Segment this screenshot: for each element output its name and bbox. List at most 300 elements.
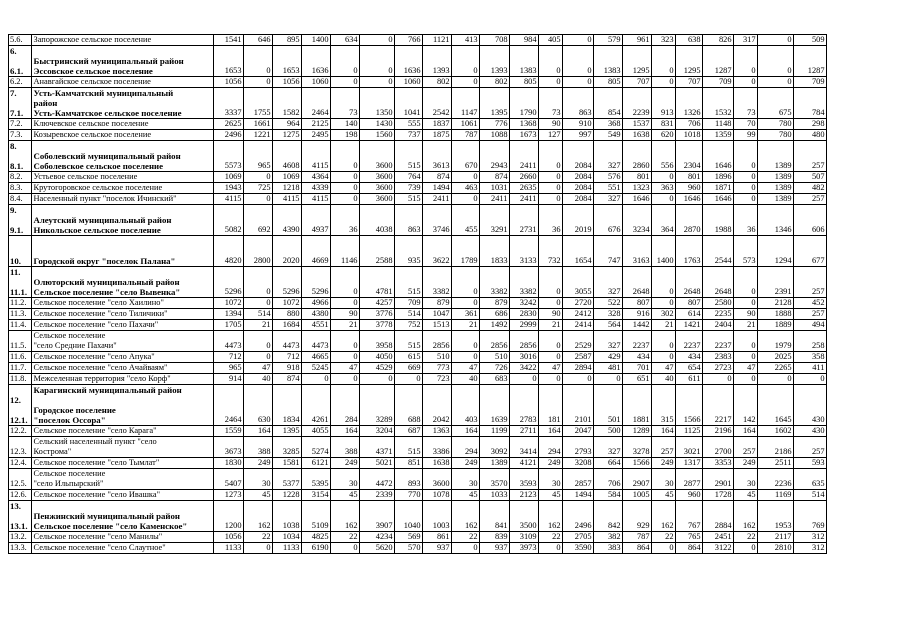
settlement-name-cell: Устьевое сельское поселение — [32, 172, 214, 183]
value-cell: 312 — [794, 532, 827, 543]
value-cell: 514 — [395, 309, 423, 320]
value-cell: 3285 — [273, 437, 302, 458]
value-cell: 555 — [395, 119, 423, 130]
value-cell: 2648 — [623, 267, 652, 298]
row-number-cell: 6.2. — [9, 77, 32, 88]
value-cell: 769 — [794, 501, 827, 532]
value-cell: 1582 — [273, 88, 302, 119]
value-cell: 1056 — [273, 77, 302, 88]
value-cell: 780 — [758, 130, 794, 141]
table-row — [9, 205, 827, 236]
value-cell: 4529 — [360, 363, 395, 374]
value-cell: 2700 — [703, 437, 734, 458]
value-cell: 707 — [676, 77, 703, 88]
value-cell: 960 — [676, 490, 703, 501]
settlement-name-cell: Козыревское сельское поселение — [32, 130, 214, 141]
value-cell: 2391 — [758, 267, 794, 298]
value-cell: 3600 — [360, 172, 395, 183]
value-cell: 0 — [539, 543, 563, 554]
table-row — [9, 194, 827, 205]
value-cell: 0 — [331, 194, 360, 205]
row-number-cell: 12. 12.1. — [9, 385, 32, 426]
value-cell: 6190 — [302, 543, 331, 554]
value-cell: 1147 — [452, 88, 480, 119]
value-cell: 1133 — [214, 543, 244, 554]
value-cell: 723 — [423, 374, 452, 385]
table-row — [9, 363, 827, 374]
value-cell: 5573 — [214, 141, 244, 172]
settlement-name-cell: Сельское поселение "село Апука" — [32, 352, 214, 363]
value-cell: 2236 — [758, 469, 794, 490]
value-cell: 1317 — [676, 458, 703, 469]
value-cell: 4115 — [273, 194, 302, 205]
value-cell: 1383 — [594, 46, 623, 77]
value-cell: 747 — [594, 236, 623, 267]
value-cell: 284 — [331, 385, 360, 426]
table-row — [9, 458, 827, 469]
value-cell: 3016 — [510, 352, 539, 363]
value-cell: 1228 — [273, 490, 302, 501]
row-number-cell: 8.4. — [9, 194, 32, 205]
value-cell: 1323 — [623, 183, 652, 194]
value-cell: 1875 — [423, 130, 452, 141]
value-cell: 2731 — [510, 205, 539, 236]
value-cell: 162 — [331, 501, 360, 532]
value-cell: 3613 — [423, 141, 452, 172]
value-cell: 2711 — [510, 426, 539, 437]
value-cell: 2511 — [758, 458, 794, 469]
value-cell: 294 — [539, 437, 563, 458]
value-cell: 0 — [360, 35, 395, 46]
value-cell: 863 — [395, 205, 423, 236]
value-cell: 5109 — [302, 501, 331, 532]
row-number-cell: 7.3. — [9, 130, 32, 141]
value-cell: 0 — [734, 172, 758, 183]
value-cell: 430 — [794, 426, 827, 437]
value-cell: 164 — [331, 426, 360, 437]
row-number-cell: 9. 9.1. — [9, 205, 32, 236]
value-cell: 515 — [395, 194, 423, 205]
value-cell: 914 — [214, 374, 244, 385]
value-cell: 1350 — [360, 88, 395, 119]
value-cell: 4261 — [302, 385, 331, 426]
value-cell: 576 — [594, 172, 623, 183]
value-cell: 327 — [594, 194, 623, 205]
value-cell: 725 — [244, 183, 273, 194]
value-cell: 688 — [395, 385, 423, 426]
value-cell: 707 — [623, 77, 652, 88]
table-row — [9, 309, 827, 320]
value-cell: 515 — [395, 141, 423, 172]
value-cell: 0 — [331, 46, 360, 77]
value-cell: 1038 — [273, 501, 302, 532]
value-cell: 90 — [734, 309, 758, 320]
value-cell: 1494 — [563, 490, 594, 501]
value-cell: 2235 — [703, 309, 734, 320]
value-cell: 515 — [395, 437, 423, 458]
value-cell: 3673 — [214, 437, 244, 458]
value-cell: 514 — [244, 309, 273, 320]
value-cell: 2884 — [703, 501, 734, 532]
value-cell: 2870 — [676, 205, 703, 236]
row-number-cell: 11.3. — [9, 309, 32, 320]
value-cell: 3776 — [360, 309, 395, 320]
value-cell: 1056 — [214, 532, 244, 543]
value-cell: 2810 — [758, 543, 794, 554]
value-cell: 3414 — [510, 437, 539, 458]
value-cell: 0 — [244, 77, 273, 88]
value-cell: 507 — [794, 172, 827, 183]
settlement-name-cell: Крутогоровское сельское поселение — [32, 183, 214, 194]
value-cell: 1295 — [623, 46, 652, 77]
value-cell: 198 — [331, 130, 360, 141]
value-cell: 45 — [244, 490, 273, 501]
value-cell: 142 — [734, 385, 758, 426]
value-cell: 1395 — [480, 88, 510, 119]
settlement-name-cell: Олюторский муниципальный район Сельское поселение "село Вывенка" — [32, 267, 214, 298]
value-cell: 1537 — [623, 119, 652, 130]
table-row — [9, 298, 827, 309]
value-cell: 1047 — [423, 309, 452, 320]
value-cell: 767 — [676, 501, 703, 532]
value-cell: 841 — [480, 501, 510, 532]
value-cell: 918 — [273, 363, 302, 374]
value-cell: 2856 — [510, 331, 539, 352]
value-cell: 2414 — [563, 320, 594, 331]
row-number-cell: 11.5. — [9, 331, 32, 352]
value-cell: 2239 — [623, 88, 652, 119]
value-cell: 929 — [623, 501, 652, 532]
value-cell: 764 — [395, 172, 423, 183]
value-cell: 0 — [331, 298, 360, 309]
value-cell: 4608 — [273, 141, 302, 172]
value-cell: 4390 — [273, 205, 302, 236]
value-cell: 388 — [244, 437, 273, 458]
value-cell: 1833 — [480, 236, 510, 267]
value-cell: 383 — [594, 543, 623, 554]
value-cell: 73 — [539, 88, 563, 119]
value-cell: 0 — [758, 77, 794, 88]
value-cell: 635 — [794, 469, 827, 490]
value-cell: 2635 — [510, 183, 539, 194]
settlement-name-cell: Сельское поселение "село Карага" — [32, 426, 214, 437]
value-cell: 937 — [423, 543, 452, 554]
value-cell: 1684 — [273, 320, 302, 331]
table-row — [9, 130, 827, 141]
value-cell: 2580 — [703, 298, 734, 309]
value-cell: 0 — [244, 352, 273, 363]
value-cell: 2544 — [703, 236, 734, 267]
value-cell: 328 — [594, 309, 623, 320]
value-cell: 1638 — [423, 458, 452, 469]
table-row — [9, 77, 827, 88]
value-cell: 0 — [734, 374, 758, 385]
value-cell: 646 — [244, 35, 273, 46]
value-cell: 549 — [594, 130, 623, 141]
row-number-cell: 11.2. — [9, 298, 32, 309]
value-cell: 0 — [331, 267, 360, 298]
row-number-cell: 13.3. — [9, 543, 32, 554]
settlement-name-cell: Городской округ "поселок Палана" — [32, 236, 214, 267]
row-number-cell: 8.3. — [9, 183, 32, 194]
value-cell: 522 — [594, 298, 623, 309]
value-cell: 47 — [734, 363, 758, 374]
value-cell: 2860 — [623, 141, 652, 172]
table-row — [9, 331, 827, 352]
value-cell: 0 — [452, 172, 480, 183]
settlement-name-cell: Сельское поселение "село Пахачи" — [32, 320, 214, 331]
value-cell: 480 — [794, 130, 827, 141]
value-cell: 0 — [563, 46, 594, 77]
settlement-name-cell: Межселенная территория "село Корф" — [32, 374, 214, 385]
value-cell: 801 — [676, 172, 703, 183]
value-cell: 249 — [331, 458, 360, 469]
value-cell: 1389 — [758, 183, 794, 194]
value-cell: 257 — [794, 194, 827, 205]
value-cell: 257 — [794, 141, 827, 172]
table-row — [9, 183, 827, 194]
value-cell: 40 — [452, 374, 480, 385]
value-cell: 1430 — [360, 119, 395, 130]
value-cell: 1400 — [652, 236, 676, 267]
value-cell: 739 — [395, 183, 423, 194]
value-cell: 30 — [652, 469, 676, 490]
value-cell: 2648 — [676, 267, 703, 298]
value-cell: 5021 — [360, 458, 395, 469]
settlement-name-cell: Сельский населенный пункт "село Кострома" — [32, 437, 214, 458]
value-cell: 0 — [244, 331, 273, 352]
value-cell: 1394 — [214, 309, 244, 320]
value-cell: 164 — [652, 426, 676, 437]
value-cell: 1275 — [273, 130, 302, 141]
settlement-name-cell: Сельское поселение "село Тымлат" — [32, 458, 214, 469]
value-cell: 3204 — [360, 426, 395, 437]
value-cell: 787 — [452, 130, 480, 141]
value-cell: 127 — [539, 130, 563, 141]
table-row — [9, 236, 827, 267]
value-cell: 2901 — [703, 469, 734, 490]
row-number-cell: 10. — [9, 236, 32, 267]
value-cell: 403 — [452, 385, 480, 426]
settlement-name-cell: Пенжинский муниципальный район Сельское поселение "село Каменское" — [32, 501, 214, 532]
value-cell: 0 — [331, 543, 360, 554]
value-cell: 3337 — [214, 88, 244, 119]
value-cell: 22 — [452, 532, 480, 543]
value-cell: 1566 — [676, 385, 703, 426]
value-cell: 709 — [794, 77, 827, 88]
table-row — [9, 172, 827, 183]
value-cell: 4473 — [214, 331, 244, 352]
value-cell: 90 — [331, 309, 360, 320]
value-cell: 249 — [452, 458, 480, 469]
value-cell: 4825 — [302, 532, 331, 543]
value-cell: 5407 — [214, 469, 244, 490]
value-cell: 669 — [395, 363, 423, 374]
value-cell: 514 — [794, 490, 827, 501]
value-cell: 2084 — [563, 172, 594, 183]
value-cell: 0 — [652, 267, 676, 298]
value-cell: 0 — [794, 374, 827, 385]
value-cell: 3570 — [480, 469, 510, 490]
value-cell: 0 — [758, 46, 794, 77]
value-cell: 573 — [734, 236, 758, 267]
value-cell: 1069 — [214, 172, 244, 183]
value-cell: 73 — [331, 88, 360, 119]
value-cell: 708 — [480, 35, 510, 46]
value-cell: 584 — [594, 490, 623, 501]
value-cell: 620 — [652, 130, 676, 141]
value-cell: 1943 — [214, 183, 244, 194]
value-cell: 0 — [452, 331, 480, 352]
value-cell: 2304 — [676, 141, 703, 172]
settlement-name-cell: Ключевское сельское поселение — [32, 119, 214, 130]
value-cell: 4121 — [510, 458, 539, 469]
value-cell: 2907 — [623, 469, 652, 490]
row-number-cell: 11.8. — [9, 374, 32, 385]
value-cell: 2587 — [563, 352, 594, 363]
row-number-cell: 13. 13.1. — [9, 501, 32, 532]
value-cell: 1294 — [758, 236, 794, 267]
value-cell: 961 — [623, 35, 652, 46]
value-cell: 0 — [244, 543, 273, 554]
value-cell: 1560 — [360, 130, 395, 141]
value-cell: 1790 — [510, 88, 539, 119]
value-cell: 895 — [273, 35, 302, 46]
value-cell: 676 — [594, 205, 623, 236]
value-cell: 368 — [594, 119, 623, 130]
value-cell: 2411 — [423, 194, 452, 205]
value-cell: 1834 — [273, 385, 302, 426]
settlement-name-cell: Сельское поселение "село Ильпырский" — [32, 469, 214, 490]
municipal-budget-table — [8, 34, 827, 554]
value-cell: 0 — [331, 77, 360, 88]
value-cell: 0 — [331, 141, 360, 172]
value-cell: 494 — [794, 320, 827, 331]
value-cell: 0 — [652, 77, 676, 88]
value-cell: 0 — [703, 374, 734, 385]
value-cell: 5296 — [302, 267, 331, 298]
value-cell: 4234 — [360, 532, 395, 543]
value-cell: 1169 — [758, 490, 794, 501]
row-number-cell: 12.6. — [9, 490, 32, 501]
value-cell: 3092 — [480, 437, 510, 458]
value-cell: 1359 — [703, 130, 734, 141]
value-cell: 634 — [331, 35, 360, 46]
value-cell: 164 — [452, 426, 480, 437]
value-cell: 4551 — [302, 320, 331, 331]
settlement-name-cell: Сельское поселение "село Слаутное" — [32, 543, 214, 554]
value-cell: 2084 — [563, 141, 594, 172]
value-cell: 683 — [480, 374, 510, 385]
value-cell: 1034 — [273, 532, 302, 543]
value-cell: 1763 — [676, 236, 703, 267]
value-cell: 21 — [734, 320, 758, 331]
value-cell: 1018 — [676, 130, 703, 141]
value-cell: 1979 — [758, 331, 794, 352]
value-cell: 1513 — [423, 320, 452, 331]
value-cell: 22 — [331, 532, 360, 543]
table-row — [9, 374, 827, 385]
value-cell: 854 — [594, 88, 623, 119]
value-cell: 1005 — [623, 490, 652, 501]
value-cell: 481 — [594, 363, 623, 374]
value-cell: 45 — [734, 490, 758, 501]
value-cell: 4050 — [360, 352, 395, 363]
value-cell: 3289 — [360, 385, 395, 426]
value-cell: 712 — [273, 352, 302, 363]
value-cell: 879 — [480, 298, 510, 309]
value-cell: 805 — [594, 77, 623, 88]
value-cell: 36 — [331, 205, 360, 236]
value-cell: 0 — [331, 374, 360, 385]
table-row — [9, 46, 827, 77]
value-cell: 1673 — [510, 130, 539, 141]
value-cell: 937 — [480, 543, 510, 554]
value-cell: 701 — [623, 363, 652, 374]
value-cell: 2084 — [563, 194, 594, 205]
value-cell: 515 — [395, 267, 423, 298]
value-cell: 0 — [758, 374, 794, 385]
value-cell: 3122 — [703, 543, 734, 554]
value-cell: 0 — [652, 352, 676, 363]
value-cell: 181 — [539, 385, 563, 426]
value-cell: 805 — [510, 77, 539, 88]
value-cell: 1121 — [423, 35, 452, 46]
value-cell: 0 — [734, 543, 758, 554]
value-cell: 1442 — [623, 320, 652, 331]
value-cell: 47 — [539, 363, 563, 374]
value-cell: 1728 — [703, 490, 734, 501]
value-cell: 801 — [623, 172, 652, 183]
value-cell: 1646 — [703, 194, 734, 205]
value-cell: 0 — [539, 194, 563, 205]
value-cell: 3109 — [510, 532, 539, 543]
value-cell: 323 — [652, 35, 676, 46]
value-cell: 2793 — [563, 437, 594, 458]
value-cell: 162 — [539, 501, 563, 532]
value-cell: 1400 — [302, 35, 331, 46]
value-cell: 1661 — [244, 119, 273, 130]
value-cell: 463 — [452, 183, 480, 194]
value-cell: 842 — [594, 501, 623, 532]
value-cell: 0 — [734, 298, 758, 309]
table-row — [9, 267, 827, 298]
value-cell: 654 — [676, 363, 703, 374]
value-cell: 638 — [676, 35, 703, 46]
value-cell: 4473 — [273, 331, 302, 352]
value-cell: 1541 — [214, 35, 244, 46]
value-cell: 1125 — [676, 426, 703, 437]
value-cell: 0 — [452, 194, 480, 205]
value-cell: 162 — [244, 501, 273, 532]
value-cell: 0 — [652, 172, 676, 183]
value-cell: 706 — [676, 119, 703, 130]
value-cell: 1881 — [623, 385, 652, 426]
value-cell: 4781 — [360, 267, 395, 298]
value-cell: 1061 — [452, 119, 480, 130]
value-cell: 0 — [563, 374, 594, 385]
value-cell: 997 — [563, 130, 594, 141]
value-cell: 569 — [395, 532, 423, 543]
value-cell: 0 — [331, 183, 360, 194]
value-cell: 2025 — [758, 352, 794, 363]
value-cell: 4257 — [360, 298, 395, 309]
row-number-cell: 8. 8.1. — [9, 141, 32, 172]
value-cell: 0 — [563, 35, 594, 46]
value-cell: 0 — [652, 46, 676, 77]
value-cell: 1389 — [758, 141, 794, 172]
value-cell: 3600 — [360, 194, 395, 205]
